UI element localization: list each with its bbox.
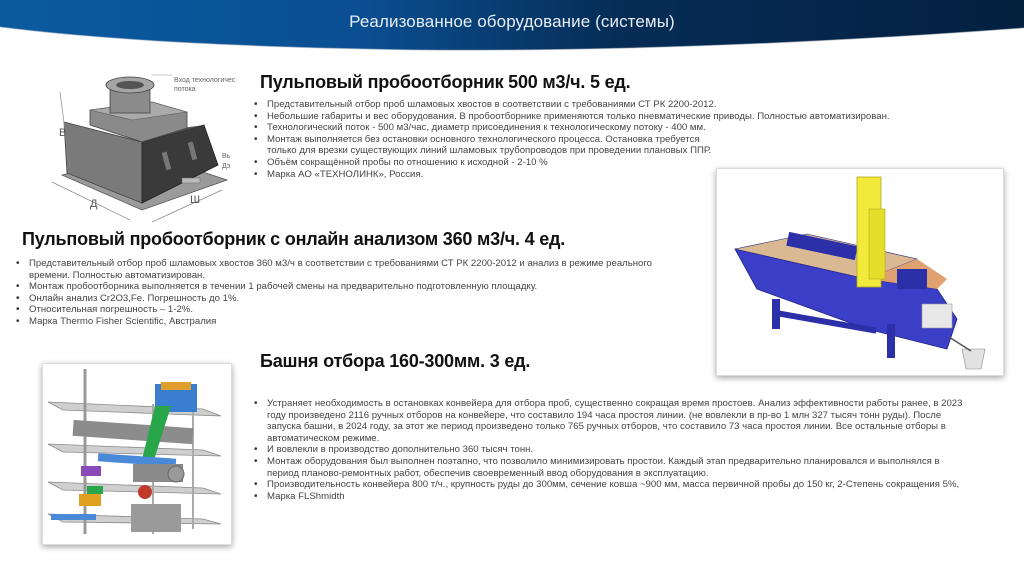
bullet: • И вовлекли в производство дополнительно 360 тысяч тонн. [253,444,973,456]
outlet-label-2: Дэ [222,163,231,170]
section-title-online-analyzer: Пульповый пробоотборник с онлайн анализом 360 м3/ч. 4 ед. [22,229,566,249]
inlet-label-2: потока [174,86,196,93]
bullet: • Марка АО «ТЕХНОЛИНК», Россия. [253,169,723,181]
dimension-length-label: Д [90,198,98,210]
inlet-label: Вход технологичес [174,77,236,84]
online-analyzer-model [717,169,1003,375]
sampling-tower-bullets [253,398,973,502]
online-analyzer-bullets [15,258,695,328]
bullet: • Технологический поток - 500 м3/час, диаметр присоединения к технологическому потоку - 400 мм. [253,122,723,134]
sampling-tower-model [43,364,231,544]
page-title: Реализованное оборудование (системы) [349,12,675,31]
bullet: • Устраняет необходимость в остановках конвейера для отбора проб, существенно сокращая время простоев. Анализ эффективности работы ранее, в 2023 году произведено 2116 ручных отборов на конвейере, что составило 194 часа простоя линии. (не вовлекли в пр-во 1 млн 327 тысяч тонн руды). После запуска башни, в 2024 году, за этот же период произведено только 765 ручных отборов, что составило 73 часа простоя линии. Все остальные отборы в автоматическом режиме. [253,398,973,444]
bullet: • Объём сокращённой пробы по отношению к исходной - 2-10 % [253,157,723,169]
bullet: • Марка FLShmidth [253,491,973,503]
bullet: • Представительный отбор проб шламовых хвостов в соответствии с требованиями СТ РК 2200-2012. [253,99,723,111]
online-analyzer-image [716,168,1004,376]
bullet: • Представительный отбор проб шламовых хвостов 360 м3/ч в соответствии с требованиями СТ РК 2200-2012 и анализ в режиме реального времени. Полностью автоматизирован. [15,258,679,281]
sampling-tower-image [42,363,232,545]
bullet: • Монтаж пробоотборника выполняется в течении 1 рабочей смены на предварительно подготовленную площадку. [15,281,695,293]
dimension-height-label: В [59,127,67,139]
pulp-sampler-drawing [22,70,237,230]
outlet-label: Вь [222,153,231,160]
bullet: • Марка Thermo Fisher Scientific, Австралия [15,316,695,328]
pulp-sampler-500-bullets [253,99,890,180]
bullet: • Небольшие габариты и вес оборудования. В пробоотборнике применяются только пневматические приводы. Полностью автоматизирован. [253,111,723,123]
section-title-sampling-tower: Башня отбора 160-300мм. 3 ед. [260,351,531,371]
dimension-width-label: Ш [190,194,201,206]
bullet: • Производительность конвейера 800 т/ч., крупность руды до 300мм, сечение ковша ~900 мм, масса первичной пробы до 150 кг, 2-Степень сокращения 5%, [253,479,973,491]
section-title-pulp-sampler-500: Пульповый пробоотборник 500 м3/ч. 5 ед. [260,72,631,92]
header-banner [0,0,1024,60]
bullet: • Относительная погрешность – 1-2%. [15,304,695,316]
bullet: • Монтаж выполняется без остановки основного технологического процесса. Остановка требуется только для врезки существующих линий шламовых трубопроводов при проведении плановых ППР. [253,134,723,157]
pulp-sampler-image [22,70,237,230]
bullet: • Онлайн анализ Cr2O3,Fe. Погрешность до 1%. [15,293,695,305]
bullet: • Монтаж оборудования был выполнен поэтапно, что позволило минимизировать простои. Каждый этап предварительно планировался и выполнялся в период планово-ремонтных работ, обеспечив своевременный ввод оборудования в эксплуатацию. [253,456,973,479]
